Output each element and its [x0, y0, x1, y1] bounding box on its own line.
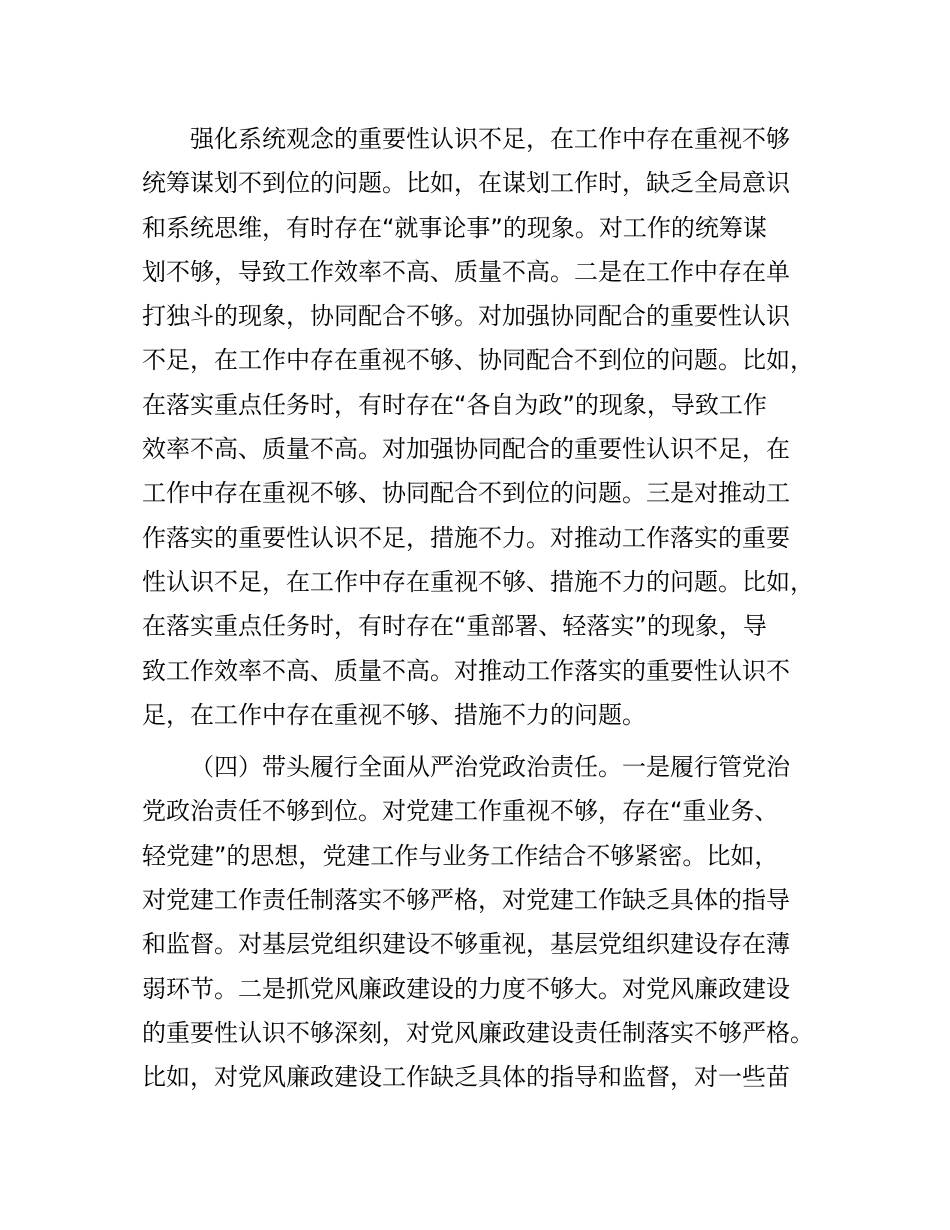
paragraph-line: 足，在工作中存在重视不够、措施不力的问题。	[142, 700, 646, 729]
section-heading-line: （四）带头履行全面从严治党政治责任。一是履行管党治	[190, 753, 790, 782]
paragraph-line: 工作中存在重视不够、协同配合不到位的问题。三是对推动工	[142, 479, 790, 508]
paragraph-line: 党政治责任不够到位。对党建工作重视不够，存在“重业务、	[142, 797, 779, 826]
paragraph-line: 效率不高、质量不高。对加强协同配合的重要性认识不足，在	[142, 435, 790, 464]
document-body	[142, 117, 832, 1100]
paragraph-line: 强化系统观念的重要性认识不足，在工作中存在重视不够	[190, 125, 790, 153]
paragraph-line: 在落实重点任务时，有时存在“重部署、轻落实”的现象，导	[142, 612, 767, 641]
paragraph-2	[142, 745, 832, 1099]
paragraph-line: 比如，对党风廉政建设工作缺乏具体的指导和监督，对一些苗	[142, 1063, 790, 1092]
paragraph-line: 划不够，导致工作效率不高、质量不高。二是在工作中存在单	[142, 257, 790, 286]
paragraph-line: 和监督。对基层党组织建设不够重视，基层党组织建设存在薄	[142, 930, 790, 959]
paragraph-spacer	[142, 737, 832, 745]
paragraph-line: 对党建工作责任制落实不够严格，对党建工作缺乏具体的指导	[142, 886, 790, 915]
paragraph-line: 不足，在工作中存在重视不够、协同配合不到位的问题。比如，	[142, 346, 814, 375]
paragraph-line: 在落实重点任务时，有时存在“各自为政”的现象，导致工作	[142, 390, 767, 419]
paragraph-line: 性认识不足，在工作中存在重视不够、措施不力的问题。比如，	[142, 567, 814, 596]
paragraph-line: 轻党建”的思想，党建工作与业务工作结合不够紧密。比如，	[142, 841, 779, 870]
paragraph-line: 致工作效率不高、质量不高。对推动工作落实的重要性认识不	[142, 656, 790, 685]
paragraph-line: 和系统思维，有时存在“就事论事”的现象。对工作的统筹谋	[142, 213, 767, 242]
paragraph-line: 作落实的重要性认识不足，措施不力。对推动工作落实的重要	[142, 523, 790, 552]
paragraph-line: 弱环节。二是抓党风廉政建设的力度不够大。对党风廉政建设	[142, 974, 790, 1003]
paragraph-line: 的重要性认识不够深刻，对党风廉政建设责任制落实不够严格。	[142, 1018, 814, 1047]
paragraph-1	[142, 117, 832, 737]
paragraph-line: 统筹谋划不到位的问题。比如，在谋划工作时，缺乏全局意识	[142, 169, 790, 198]
paragraph-line: 打独斗的现象，协同配合不够。对加强协同配合的重要性认识	[142, 302, 790, 331]
